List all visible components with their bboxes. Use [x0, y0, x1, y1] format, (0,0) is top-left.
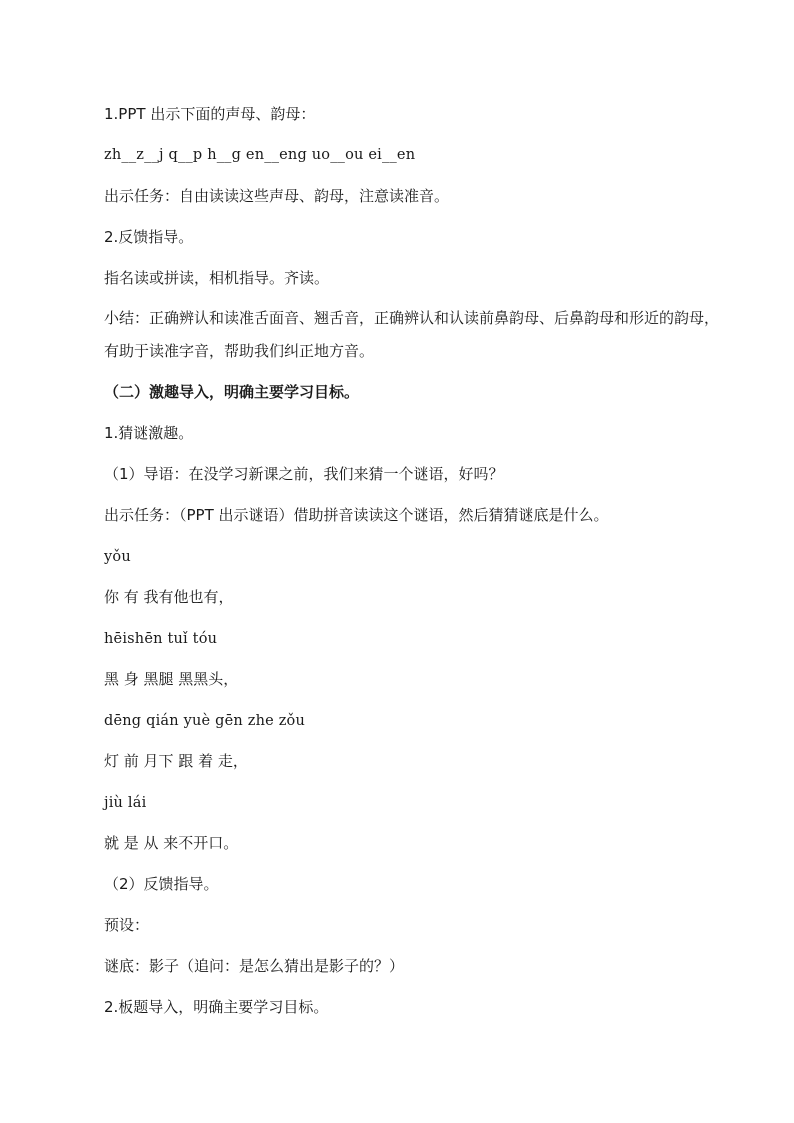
section-heading: （二）激趣导入，明确主要学习目标。	[104, 383, 360, 401]
pinyin-line: zh__z__j q__p h__g en__eng uo__ou ei__en	[104, 147, 416, 163]
text-line: 1.PPT 出示下面的声母、韵母：	[104, 105, 316, 123]
summary-paragraph: 小结：正确辨认和读准舌面音、翘舌音，正确辨认和认读前鼻韵母、后鼻韵母和形近的韵母，有助于读准字音，帮助我们纠正地方音。	[104, 309, 720, 360]
text-line: 预设：	[104, 916, 150, 934]
text-line: （2）反馈指导。	[104, 875, 219, 893]
text-line: 2.板题导入，明确主要学习目标。	[104, 998, 329, 1016]
text-line: 1.猜谜激趣。	[104, 424, 194, 442]
riddle-line: 就 是 从 来不开口。	[104, 834, 239, 852]
pinyin-line: yǒu	[104, 549, 131, 565]
text-line: 出示任务：（PPT 出示谜语）借助拼音读读这个谜语，然后猜猜谜底是什么。	[104, 506, 609, 524]
riddle-line: 灯 前 月下 跟 着 走，	[104, 752, 248, 770]
text-line: 指名读或拼读，相机指导。齐读。	[104, 269, 330, 287]
pinyin-line: dēng qián yuè gēn zhe zǒu	[104, 713, 306, 729]
riddle-line: 你 有 我有他也有，	[104, 588, 234, 606]
riddle-line: 黑 身 黑腿 黑黑头，	[104, 670, 239, 688]
text-line: 2.反馈指导。	[104, 228, 194, 246]
pinyin-line: hēishēn tuǐ tóu	[104, 631, 218, 647]
pinyin-line: jiù lái	[104, 795, 147, 811]
text-line: （1）导语：在没学习新课之前，我们来猜一个谜语，好吗？	[104, 465, 504, 483]
text-line: 谜底：影子（追问：是怎么猜出是影子的？）	[104, 957, 405, 975]
text-line: 出示任务：自由读读这些声母、韵母，注意读准音。	[104, 187, 450, 205]
